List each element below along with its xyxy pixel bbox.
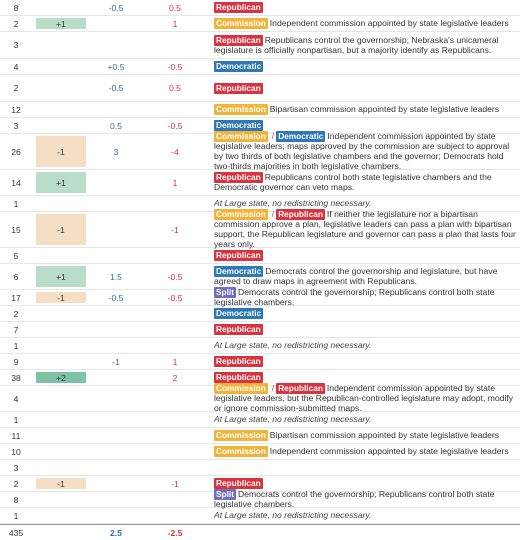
authority-cell — [214, 287, 520, 308]
seats-cell: 14 — [11, 177, 21, 188]
seats-cell: 1 — [13, 414, 19, 425]
democratic-change-cell: -0.5 — [108, 2, 124, 13]
republican-change-cell: -4 — [171, 146, 179, 157]
democratic-change-cell — [96, 370, 136, 385]
table-row — [0, 489, 520, 510]
seats-cell: 3 — [13, 462, 19, 473]
seats-cell: 2 — [13, 308, 19, 319]
at-large-note: At Large state, no redistricting necessary. — [214, 198, 372, 208]
authority-cell — [214, 338, 520, 353]
seats-cell: 11 — [11, 430, 21, 441]
split-tag: Split — [216, 489, 234, 500]
republican-tag: Republican — [216, 356, 261, 366]
seats-cell: 15 — [11, 224, 21, 235]
democratic-change-cell — [96, 476, 136, 491]
seat-change-cell — [36, 170, 86, 195]
republican-change-cell: 1 — [172, 18, 178, 29]
seat-change-cell — [36, 134, 86, 169]
seat-change-badge: +1 — [36, 172, 86, 193]
total-seats: 435 — [8, 527, 24, 538]
authority-cell — [214, 306, 520, 321]
table-row — [0, 170, 520, 196]
seat-change-badge: -1 — [36, 136, 86, 167]
seat-change-cell — [36, 354, 86, 369]
democratic-change-cell: -1 — [112, 356, 120, 367]
republican-tag: Republican — [216, 2, 261, 12]
table-row — [0, 248, 520, 264]
democratic-change-cell: 1.5 — [110, 271, 122, 282]
seats-cell: 2 — [13, 18, 19, 29]
republican-change-cell — [152, 508, 198, 523]
seat-change-cell — [36, 428, 86, 443]
republican-change-cell — [152, 306, 198, 321]
authority-cell — [214, 32, 520, 58]
seat-change-cell — [36, 306, 86, 321]
authority-cell — [214, 209, 520, 249]
authority-description: Independent commission appointed by state legislative leaders, but the Republican-controlled legislature may adopt, modify or ignore commission-submitted maps. — [214, 383, 514, 413]
republican-change-cell — [152, 338, 198, 353]
democratic-change-cell — [96, 508, 136, 523]
commission-tag: Commission — [216, 209, 266, 220]
table-row — [0, 460, 520, 476]
republican-change-cell: 1 — [172, 177, 178, 188]
republican-tag: Republican — [216, 324, 261, 334]
authority-cell — [214, 248, 520, 263]
authority-cell — [214, 0, 520, 15]
republican-change-cell: -1 — [171, 224, 179, 235]
tag-separator: / — [271, 131, 275, 142]
commission-tag: Commission — [216, 446, 266, 456]
authority-cell — [214, 489, 520, 510]
table-row — [0, 354, 520, 370]
authority-description: Independent commission appointed by state legislative leaders — [269, 446, 509, 456]
seats-cell: 1 — [13, 510, 19, 521]
table-row — [0, 383, 520, 413]
authority-cell — [214, 131, 520, 171]
democratic-tag: Democratic — [216, 308, 262, 318]
tag-separator: / — [271, 209, 275, 220]
at-large-note: At Large state, no redistricting necessary. — [214, 340, 372, 350]
seat-change-cell — [36, 386, 86, 411]
republican-change-cell: -0.5 — [167, 271, 183, 282]
total-democratic-change: 2.5 — [110, 527, 122, 538]
seat-change-cell — [36, 444, 86, 459]
republican-tag: Republican — [216, 250, 261, 260]
seat-change-cell — [36, 118, 86, 133]
democratic-change-cell — [96, 102, 136, 117]
republican-change-cell: 2 — [172, 372, 178, 383]
seats-cell: 3 — [13, 40, 19, 50]
seat-change-cell — [36, 370, 86, 385]
democratic-tag: Democratic — [278, 131, 324, 142]
seats-cell: 8 — [13, 2, 19, 13]
republican-change-cell — [152, 444, 198, 459]
table-row — [0, 131, 520, 171]
authority-cell — [214, 16, 520, 31]
seat-change-cell — [36, 460, 86, 475]
seats-cell: 10 — [11, 446, 21, 457]
seat-change-cell — [36, 338, 86, 353]
commission-tag: Commission — [216, 430, 266, 440]
democratic-change-cell — [96, 492, 136, 507]
democratic-change-cell — [96, 460, 136, 475]
authority-cell — [214, 102, 520, 117]
democratic-change-cell — [96, 32, 136, 58]
at-large-note: At Large state, no redistricting necessary. — [214, 414, 372, 424]
republican-change-cell: 0.5 — [169, 2, 181, 13]
seat-change-badge: -1 — [36, 478, 86, 489]
authority-description: Independent commission appointed by state legislative leaders — [269, 18, 509, 28]
seat-change-cell — [36, 16, 86, 31]
seat-change-badge: +1 — [36, 266, 86, 287]
seats-cell: 1 — [13, 198, 19, 209]
republican-tag: Republican — [216, 82, 261, 93]
democratic-change-cell — [96, 412, 136, 427]
republican-change-cell: 0.5 — [169, 83, 181, 93]
seats-cell: 7 — [13, 324, 19, 335]
republican-change-cell — [152, 32, 198, 58]
table-row — [0, 444, 520, 460]
democratic-change-cell — [96, 386, 136, 411]
seat-change-cell — [36, 59, 86, 74]
seats-cell: 3 — [13, 120, 19, 131]
table-row — [0, 102, 520, 118]
democratic-change-cell — [96, 170, 136, 195]
table-row — [0, 428, 520, 444]
republican-tag: Republican — [216, 34, 261, 45]
republican-change-cell: -0.5 — [167, 120, 183, 131]
seats-cell: 12 — [11, 104, 21, 115]
republican-change-cell — [152, 492, 198, 507]
commission-tag: Commission — [216, 104, 266, 114]
authority-description: Democrats control the governorship; Republicans control both state legislative chambers. — [214, 287, 495, 308]
democratic-change-cell — [96, 428, 136, 443]
seat-change-cell — [36, 196, 86, 211]
seat-change-cell — [36, 290, 86, 305]
authority-cell — [214, 460, 520, 475]
republican-change-cell: -0.5 — [167, 292, 183, 303]
republican-tag: Republican — [216, 172, 261, 183]
authority-description: Independent commission appointed by state legislative leaders; maps approved by the commission are subject to approval by two thirds of both legislative chambers and the governor; Democrats hold two-thirds majorities in both legislative chambers. — [214, 131, 510, 171]
seats-cell: 8 — [13, 494, 19, 505]
seat-change-cell — [36, 0, 86, 15]
table-row — [0, 412, 520, 428]
table-row — [0, 209, 520, 249]
democratic-change-cell — [96, 16, 136, 31]
seats-cell: 38 — [11, 372, 21, 383]
seats-cell: 5 — [13, 250, 19, 261]
democratic-change-cell: +0.5 — [107, 61, 125, 72]
authority-cell — [214, 508, 520, 523]
seat-change-badge: -1 — [36, 214, 86, 245]
republican-tag: Republican — [278, 209, 323, 220]
table-row — [0, 338, 520, 354]
seat-change-badge: -1 — [36, 292, 86, 303]
republican-change-cell: 1 — [172, 356, 178, 367]
seat-change-cell — [36, 492, 86, 507]
republican-change-cell — [152, 386, 198, 411]
republican-change-cell: -0.5 — [167, 61, 183, 72]
seat-change-badge: +1 — [36, 18, 86, 29]
democratic-change-cell — [96, 248, 136, 263]
table-row — [0, 287, 520, 308]
table-row — [0, 75, 520, 102]
seat-change-cell — [36, 102, 86, 117]
seats-cell: 1 — [13, 340, 19, 351]
democratic-change-cell: -0.5 — [108, 292, 124, 303]
authority-cell — [214, 264, 520, 289]
republican-change-cell — [152, 102, 198, 117]
authority-cell — [214, 354, 520, 369]
republican-change-cell — [152, 428, 198, 443]
authority-description: Republicans control both state legislative chambers and the Democratic governor can veto maps. — [214, 172, 492, 193]
seat-change-badge: +2 — [36, 372, 86, 383]
totals-row — [0, 524, 520, 540]
table-row — [0, 32, 520, 59]
seats-cell: 6 — [13, 271, 19, 282]
authority-cell — [214, 322, 520, 337]
split-tag: Split — [216, 287, 234, 298]
authority-cell — [214, 383, 520, 413]
authority-cell — [214, 444, 520, 459]
seats-cell: 17 — [11, 292, 21, 303]
democratic-change-cell — [96, 212, 136, 247]
seats-cell: 26 — [11, 146, 21, 157]
authority-description: If neither the legislature nor a bipartisan commission approve a plan, legislative leaders can pass a plan with bipartisan support, the Republican legislature and governor can pass a plan that lasts four years only. — [214, 209, 516, 249]
democratic-change-cell — [96, 322, 136, 337]
democratic-tag: Democratic — [216, 266, 262, 277]
commission-tag: Commission — [216, 131, 266, 142]
authority-cell — [214, 59, 520, 74]
seats-cell: 2 — [13, 478, 19, 489]
seats-cell: 4 — [13, 61, 19, 72]
seat-change-cell — [36, 212, 86, 247]
at-large-note: At Large state, no redistricting necessary. — [214, 510, 372, 520]
republican-change-cell — [152, 196, 198, 211]
democratic-change-cell — [96, 444, 136, 459]
seat-change-cell — [36, 322, 86, 337]
authority-description: Republicans control the governorship; Nebraska's unicameral legislature is officially nonpartisan, but a majority identify as Republicans. — [214, 34, 499, 55]
table-row — [0, 0, 520, 16]
democratic-change-cell — [96, 338, 136, 353]
republican-change-cell: -1 — [171, 478, 179, 489]
democratic-change-cell: 0.5 — [110, 120, 122, 131]
table-row — [0, 306, 520, 322]
seat-change-cell — [36, 75, 86, 101]
republican-tag: Republican — [216, 372, 261, 382]
republican-tag: Republican — [278, 383, 323, 394]
authority-description: Democrats control the governorship and legislature, but have agreed to draw maps in agreement with Republicans. — [214, 266, 498, 287]
seat-change-cell — [36, 32, 86, 58]
seat-change-cell — [36, 412, 86, 427]
authority-cell — [214, 75, 520, 101]
seat-change-cell — [36, 476, 86, 491]
table-row — [0, 59, 520, 75]
authority-description: Bipartisan commission appointed by state legislative leaders — [269, 430, 500, 440]
table-row — [0, 322, 520, 338]
democratic-change-cell: 3 — [113, 146, 119, 157]
seat-change-cell — [36, 264, 86, 289]
republican-tag: Republican — [216, 478, 261, 488]
authority-cell — [214, 412, 520, 427]
total-republican-change: -2.5 — [167, 527, 183, 538]
republican-change-cell — [152, 412, 198, 427]
authority-description: Bipartisan commission appointed by state legislative leaders — [269, 104, 500, 114]
republican-change-cell — [152, 322, 198, 337]
commission-tag: Commission — [216, 383, 266, 394]
seat-change-cell — [36, 248, 86, 263]
democratic-change-cell — [96, 196, 136, 211]
commission-tag: Commission — [216, 18, 266, 28]
seats-cell: 9 — [13, 356, 19, 367]
table-row — [0, 508, 520, 524]
seat-change-cell — [36, 508, 86, 523]
table-row — [0, 16, 520, 32]
democratic-tag: Democratic — [216, 61, 262, 71]
republican-change-cell — [152, 248, 198, 263]
authority-cell — [214, 170, 520, 195]
tag-separator: / — [271, 383, 275, 394]
republican-change-cell — [152, 460, 198, 475]
authority-description: Democrats control the governorship; Republicans control both state legislative chambers. — [214, 489, 495, 510]
democratic-change-cell: -0.5 — [108, 83, 124, 93]
democratic-tag: Democratic — [216, 120, 262, 130]
seats-cell: 2 — [13, 83, 19, 93]
democratic-change-cell — [96, 306, 136, 321]
authority-cell — [214, 428, 520, 443]
seats-cell: 4 — [13, 393, 19, 404]
